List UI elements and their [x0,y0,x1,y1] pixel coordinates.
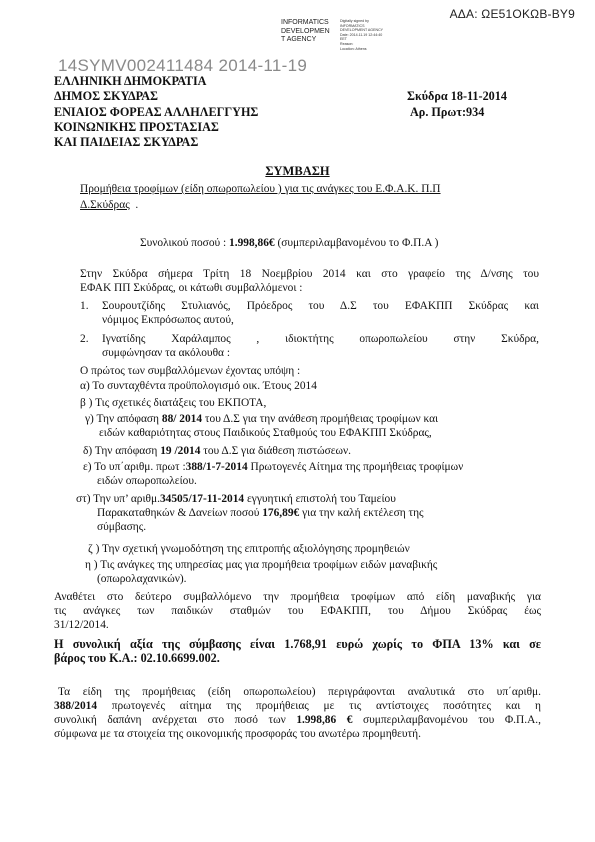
subject-line-1: Προμήθεια τροφίμων (είδη οπωροπωλείου ) για τις ανάγκες του Ε.Φ.Α.Κ. Π.Π [80,183,441,195]
signature-detail-line: INFORMATICS [340,23,365,28]
total-amount: 1.998,86€ [229,237,275,249]
signature-detail-line: EET [340,37,347,42]
considering-line: Ο πρώτος των συμβαλλόμενων έχοντας υπόψη : [80,365,301,377]
contract-value: Η συνολική αξία της σύμβασης είναι 1.768,91 ευρώ χωρίς το ΦΠΑ 13% και σε βάρος του Κ.Α.: 02.10.6699.002. [54,637,541,665]
item-z: ζ ) Την σχετική γνωμοδότηση της επιτροπής αξιολόγησης προμηθειών [88,543,410,555]
header-org-line-2: ΔΗΜΟΣ ΣΚΥΔΡΑΣ [54,89,159,103]
assignment-paragraph: Αναθέτει στο δεύτερο συμβαλλόμενο την προμήθεια τροφίμων από είδη μαναβικής για τις ανάγκες των παιδικών σταθμών του ΕΦΑΚΠΠ, του Δήμου Σκύδρας έως 31/12/2014. [54,591,541,631]
header-org-line-1: ΕΛΛΗΝΙΚΗ ΔΗΜΟΚΡΑΤΙΑ [54,74,207,88]
document-date: Σκύδρα 18-11-2014 [407,89,507,103]
total-amount-line: Συνολικού ποσού : 1.998,86€ (συμπεριλαμβανομένου το Φ.Π.Α ) [140,237,439,249]
header-org-line-5: ΚΑΙ ΠΑΙΔΕΙΑΣ ΣΚΥΔΡΑΣ [54,135,199,149]
protocol-number: Αρ. Πρωτ:934 [410,105,485,119]
item-h: η ) Τις ανάγκες της υπηρεσίας μας για προμήθεια τροφίμων ειδών μαναβικής (οπωρολαχανικών). [85,559,438,585]
digital-signature-details [340,19,383,51]
item-d: δ) Την απόφαση 19 /2014 του Δ.Σ για διάθεση πιστώσεων. [83,445,351,457]
subject: Προμήθεια τροφίμων (είδη οπωροπωλείου ) για τις ανάγκες του Ε.Φ.Α.Κ. Π.Π Δ.Σκύδρας . [80,183,441,211]
party-2: 2. Ιγνατίδης Χαράλαμπος , ιδιοκτήτης οπωροπωλείου στην Σκύδρα, συμφώνησαν τα ακόλουθα : [80,333,539,359]
signature-detail-line: Reason: [340,41,354,46]
signature-line: DEVELOPMEN [281,27,330,35]
item-b: β ) Τις σχετικές διατάξεις του ΕΚΠΟΤΑ, [80,397,267,409]
signature-line: T AGENCY [281,36,317,44]
signature-detail-line: Date: 2014.11.19 12:44:40 [340,32,383,37]
header-org-line-3: ΕΝΙΑΙΟΣ ΦΟΡΕΑΣ ΑΛΛΗΛΕΓΓΥΗΣ [54,105,259,119]
item-a: α) Το συνταχθέντα προϋπολογισμό οικ. Έτους 2014 [80,380,317,392]
signature-detail-line: Digitally signed by [340,19,369,23]
document-title: ΣΥΜΒΑΣΗ [265,164,330,178]
signature-line: INFORMATICS [281,19,329,26]
item-st: στ) Την υπ’ αριθμ.34505/17-11-2014 εγγυητική επιστολή του Ταμείου Παρακαταθηκών & Δανείων ποσού 176,89€ για την καλή εκτέλεση της σύμβασης. [76,493,424,533]
party-1: 1. Σουρουτζίδης Στυλιανός, Πρόεδρος του Δ.Σ του ΕΦΑΚΠΠ Σκύδρας και νόμιμος Εκπρόσωπος αυτού, [80,300,539,326]
item-e: ε) Το υπ΄αριθμ. πρωτ :388/1-7-2014 Πρωτογενές Αίτημα της προμήθειας τροφίμων ειδών οπωροπωλείου. [83,461,464,487]
intro: Στην Σκύδρα σήμερα Τρίτη 18 Νοεμβρίου 2014 και στο γραφείο της Δ/νσης του ΕΦΑΚ ΠΠ Σκύδρας, οι κάτωθι συμβαλλόμενοι : [80,268,539,294]
signature-detail-line: Location: Athens [340,46,367,51]
ada-code: ΑΔΑ: ΩΕ51ΟΚΩΒ-ΒΥ9 [449,7,575,21]
subject-line-2: Δ.Σκύδρας [80,199,130,211]
header-org-line-4: ΚΟΙΝΩΝΙΚΗΣ ΠΡΟΣΤΑΣΙΑΣ [54,120,219,134]
item-g: γ) Την απόφαση 88/ 2014 του Δ.Σ για την ανάθεση προμήθειας τροφίμων και ειδών καθαριότητας στους Παιδικούς Σταθμούς του ΕΦΑΚΠΠ Σκύδρας, [85,413,439,439]
digital-signature-name [281,19,330,45]
closing-paragraph: Τα είδη της προμήθειας (είδη οπωροπωλείου) περιγράφονται αναλυτικά στο υπ΄αριθμ. 388/2014 πρωτογενές αίτημα της προμήθειας με τις αντίστοιχες ποσότητες και η συνολική δαπάνη ανέρχεται στο ποσό των 1.998,86 € συμπεριλαμβανομένου του Φ.Π.Α., σύμφωνα με τα στοιχεία της οικονομικής προσφοράς του ανωτέρω προμηθευτή. [54,686,541,740]
registry-watermark: 14SYMV002411484 2014-11-19 [58,56,308,75]
signature-detail-line: DEVELOPMENT AGENCY [340,28,384,33]
